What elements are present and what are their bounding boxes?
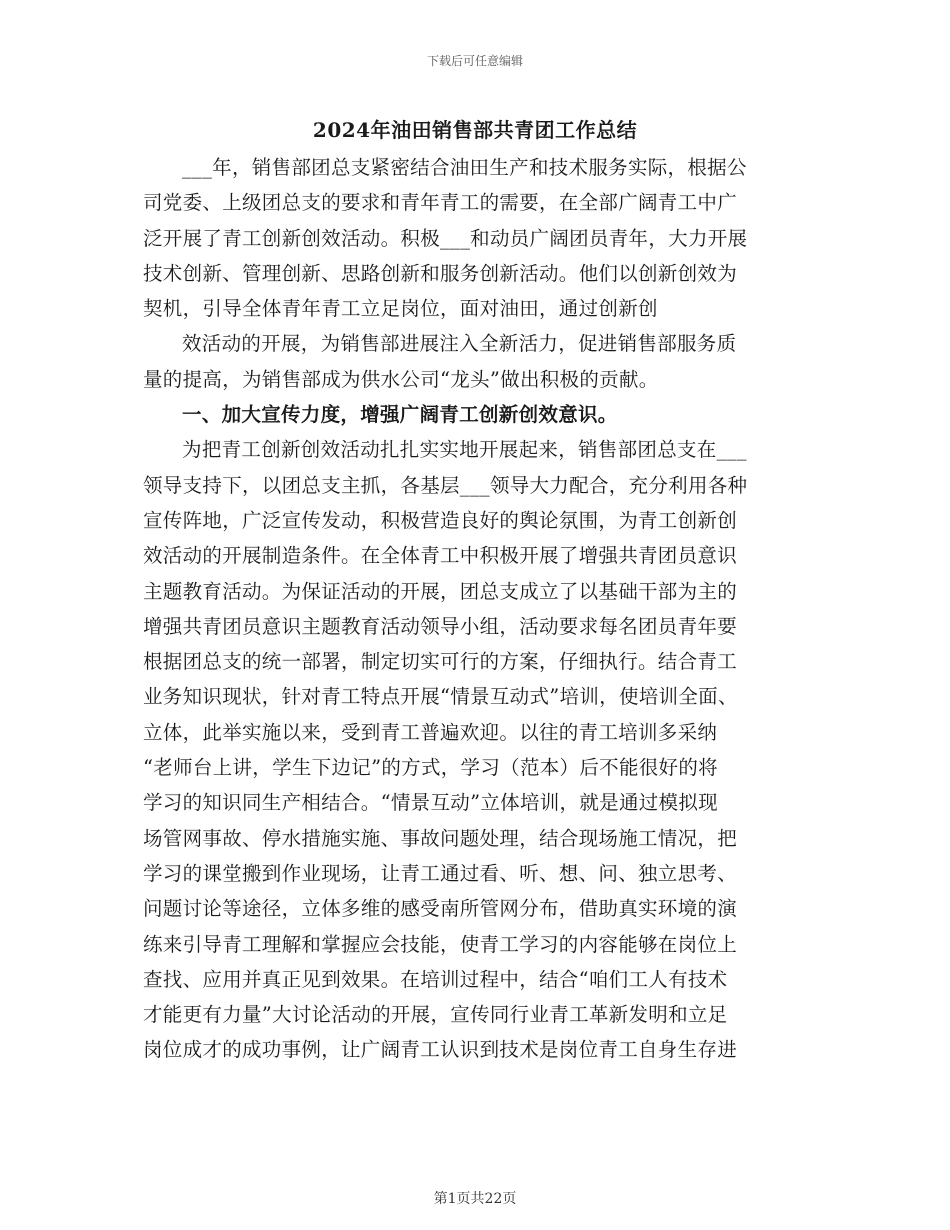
paragraph-line: 岗位成才的成功事例，让广阔青工认识到技术是岗位青工自身生存进 xyxy=(143,1038,738,1062)
paragraph-line: 学习的课堂搬到作业现场，让青工通过看、听、想、问、独立思考、 xyxy=(143,861,738,885)
paragraph-line: 业务知识现状，针对青工特点开展“情景互动式”培训，使培训全面、 xyxy=(143,685,738,709)
paragraph-line: 效活动的开展制造条件。在全体青工中积极开展了增强共青团员意识 xyxy=(143,544,738,568)
document-body xyxy=(143,150,805,1068)
paragraph-line: 才能更有力量”大讨论活动的开展，宣传同行业青工革新发明和立足 xyxy=(143,1003,728,1027)
paragraph-line: 场管网事故、停水措施实施、事故问题处理，结合现场施工情况，把 xyxy=(143,826,738,850)
paragraph-line: 增强共青团员意识主题教育活动领导小组，活动要求每名团员青年要 xyxy=(143,614,738,638)
paragraph-line: “老师台上讲，学生下边记”的方式，学习（范本）后不能很好的将 xyxy=(143,756,718,780)
paragraph-line: 为把青工创新创效活动扎扎实实地开展起来，销售部团总支在___ xyxy=(182,438,747,462)
paragraph-line: 学习的知识同生产相结合。“情景互动”立体培训，就是通过模拟现 xyxy=(143,791,718,815)
paragraph-line: 泛开展了青工创新创效活动。积极___和动员广阔团员青年，大力开展 xyxy=(143,226,748,250)
paragraph-line: 宣传阵地，广泛宣传发动，积极营造良好的舆论氛围，为青工创新创 xyxy=(143,508,738,532)
paragraph-line: 练来引导青工理解和掌握应会技能，使青工学习的内容能够在岗位上 xyxy=(143,932,738,956)
paragraph-line: ___年，销售部团总支紧密结合油田生产和技术服务实际，根据公 xyxy=(182,156,747,179)
header-note: 下载后可任意编辑 xyxy=(426,54,523,68)
paragraph-line: 契机，引导全体青年青工立足岗位，面对油田，通过创新创 xyxy=(143,297,658,321)
paragraph-line: 查找、应用并真正见到效果。在培训过程中，结合“咱们工人有技术 xyxy=(143,967,728,991)
paragraph-line: 立体，此举实施以来，受到青工普遍欢迎。以往的青工培训多采纳 xyxy=(143,720,718,744)
document-title: 2024年油田销售部共青团工作总结 xyxy=(312,118,638,142)
paragraph-line: 主题教育活动。为保证活动的开展，团总支成立了以基础干部为主的 xyxy=(143,579,738,603)
paragraph-line: 效活动的开展，为销售部进展注入全新活力，促进销售部服务质 xyxy=(182,332,737,356)
section-heading: 一、加大宣传力度，增强广阔青工创新创效意识。 xyxy=(182,403,618,427)
paragraph-line: 司党委、上级团总支的要求和青年青工的需要，在全部广阔青工中广 xyxy=(143,191,738,215)
paragraph-line: 领导支持下，以团总支主抓，各基层___领导大力配合，充分利用各种 xyxy=(143,473,748,497)
paragraph-line: 量的提高，为销售部成为供水公司“龙头”做出积极的贡献。 xyxy=(143,367,659,391)
paragraph-line: 根据团总支的统一部署，制定切实可行的方案，仔细执行。结合青工 xyxy=(143,650,738,674)
paragraph-line: 技术创新、管理创新、思路创新和服务创新活动。他们以创新创效为 xyxy=(143,261,738,285)
paragraph-line: 问题讨论等途径，立体多维的感受南所管网分布，借助真实环境的演 xyxy=(143,897,738,921)
page-number: 第1页共22页 xyxy=(433,1191,517,1207)
